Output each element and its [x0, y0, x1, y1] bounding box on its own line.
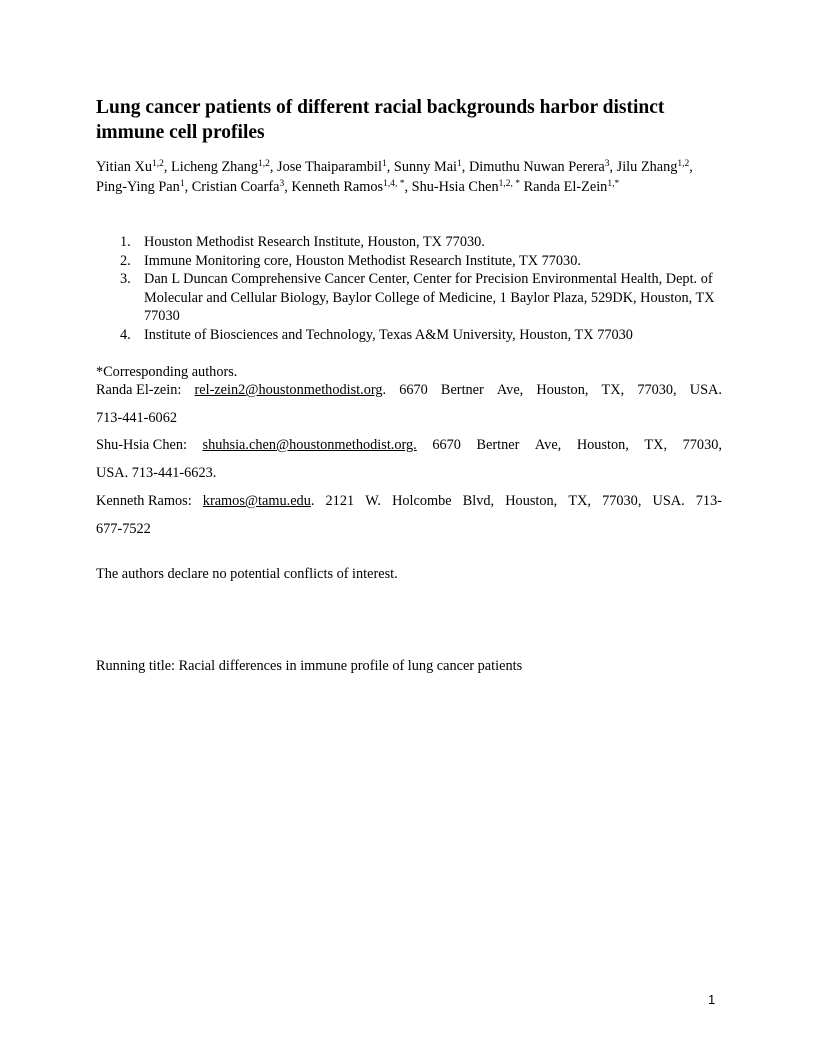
corresponding-authors-heading: *Corresponding authors. [96, 364, 238, 380]
author-name: Ping-Ying Pan [96, 179, 180, 195]
contact-line-continuation: 713-441-6062 [96, 410, 178, 426]
author-affiliation-marker: 1,2 [257, 159, 270, 169]
email-punctuation: . [310, 493, 315, 509]
author-separator: , [404, 179, 412, 195]
manuscript-page [96, 0, 722, 1056]
email-link[interactable]: rel-zein2@houstonmethodist.org [194, 382, 383, 398]
contact-block [96, 431, 722, 487]
author-separator: , [163, 159, 172, 175]
author-name: Sunny Mai [393, 159, 458, 175]
address-word: 6670 [432, 437, 461, 453]
author-affiliation-marker: 1,2, * [498, 179, 520, 189]
affiliation-number: 1. [120, 234, 131, 250]
author-name: Licheng Zhang [171, 159, 258, 175]
contact-name: Shu-Hsia Chen: [96, 437, 187, 453]
address-word: TX, [644, 437, 668, 453]
author-separator: , [284, 179, 292, 195]
contact-line [96, 376, 722, 404]
affiliation-item [96, 233, 722, 252]
address-word: 77030, [637, 382, 677, 398]
address-word: 77030, [602, 493, 642, 509]
author-name: Randa El-Zein [523, 179, 608, 195]
contact-block [96, 376, 722, 432]
author-affiliation-marker: 1 [381, 159, 387, 169]
address-word: W. [365, 493, 381, 509]
author-name: Shu-Hsia Chen [411, 179, 499, 195]
affiliation-text: Dan L Duncan Comprehensive Cancer Center, Center for Precision Environmental Health, Dept. of Molecular and Cellular Biology, Baylor College of Medicine, 1 Baylor Plaza, 529DK, Houston, TX 77030 [144, 271, 715, 324]
author-name: Cristian Coarfa [191, 179, 280, 195]
email-link[interactable]: kramos@tamu.edu [202, 493, 311, 509]
paper-title: Lung cancer patients of different racial backgrounds harbor distinct immune cell profiles [96, 97, 665, 143]
address-word: Blvd, [462, 493, 495, 509]
address-word: Bertner [440, 382, 484, 398]
affiliation-item [96, 326, 722, 345]
contact-line [96, 431, 722, 459]
address-word: USA. [652, 493, 685, 509]
contact-line-continuation: USA. 713-441-6623. [96, 465, 217, 481]
address-word: Holcombe [392, 493, 452, 509]
author-name: Jose Thaiparambil [277, 159, 382, 175]
author-name: Jilu Zhang [616, 159, 678, 175]
author-separator: , [689, 159, 693, 175]
author-separator: , [184, 179, 192, 195]
author-affiliation-marker: 1,* [607, 179, 620, 189]
author-affiliation-marker: 1,2 [152, 159, 164, 169]
address-word: Bertner [476, 437, 520, 453]
author-separator: , [269, 159, 278, 175]
contact-line-continuation: 677-7522 [96, 521, 151, 537]
address-word: 6670 [399, 382, 428, 398]
author-affiliation-marker: 1 [457, 159, 462, 169]
author-separator: , [386, 159, 394, 175]
author-affiliation-marker: 1,4, * [383, 179, 405, 189]
contact-name: Kenneth Ramos: [96, 493, 192, 509]
running-title: Running title: Racial differences in immune profile of lung cancer patients [96, 658, 523, 674]
affiliation-number: 2. [120, 252, 131, 269]
affiliation-text: Immune Monitoring core, Houston Methodist Research Institute, TX 77030. [144, 252, 581, 269]
address-word: Houston, [576, 437, 629, 453]
author-affiliation-marker: 3 [279, 179, 285, 189]
address-word: 2121 [325, 493, 355, 509]
address-word: Houston, [536, 382, 589, 398]
address-word: TX, [568, 493, 591, 509]
affiliation-item [96, 252, 722, 271]
address-word: USA. [689, 382, 722, 398]
contact-block [96, 487, 722, 543]
affiliation-list [96, 233, 722, 344]
affiliation-text: Institute of Biosciences and Technology, Texas A&M University, Houston, TX 77030 [144, 326, 633, 343]
address-word: Ave, [496, 382, 524, 398]
contact-email-wrap [203, 431, 417, 459]
contact-email-wrap [203, 487, 315, 515]
author-separator: , [461, 159, 469, 175]
page-number: 1 [708, 992, 716, 1007]
affiliation-number: 3. [120, 271, 131, 287]
email-punctuation: . [382, 382, 387, 398]
conflict-of-interest-statement: The authors declare no potential conflicts of interest. [96, 566, 398, 582]
author-name: Dimuthu Nuwan Perera [468, 159, 605, 175]
author-list [96, 157, 722, 197]
author-separator: , [609, 159, 617, 175]
address-word: Ave, [534, 437, 562, 453]
address-word: Houston, [505, 493, 558, 509]
affiliation-item [96, 270, 722, 326]
address-word: 713- [695, 493, 722, 509]
address-word: 77030, [682, 437, 722, 453]
address-word: TX, [601, 382, 625, 398]
author-name: Yitian Xu [96, 159, 152, 175]
contact-name: Randa El-zein: [96, 382, 182, 398]
contact-line [96, 487, 722, 515]
author-affiliation-marker: 1,2 [677, 159, 690, 169]
email-link[interactable]: shuhsia.chen@houstonmethodist.org. [202, 437, 417, 453]
author-affiliation-marker: 3 [604, 159, 610, 169]
author-name: Kenneth Ramos [291, 179, 384, 195]
affiliation-number: 4. [120, 326, 131, 343]
author-affiliation-marker: 1 [179, 179, 185, 189]
contact-email-wrap [194, 376, 386, 404]
affiliation-text: Houston Methodist Research Institute, Houston, TX 77030. [144, 234, 485, 250]
